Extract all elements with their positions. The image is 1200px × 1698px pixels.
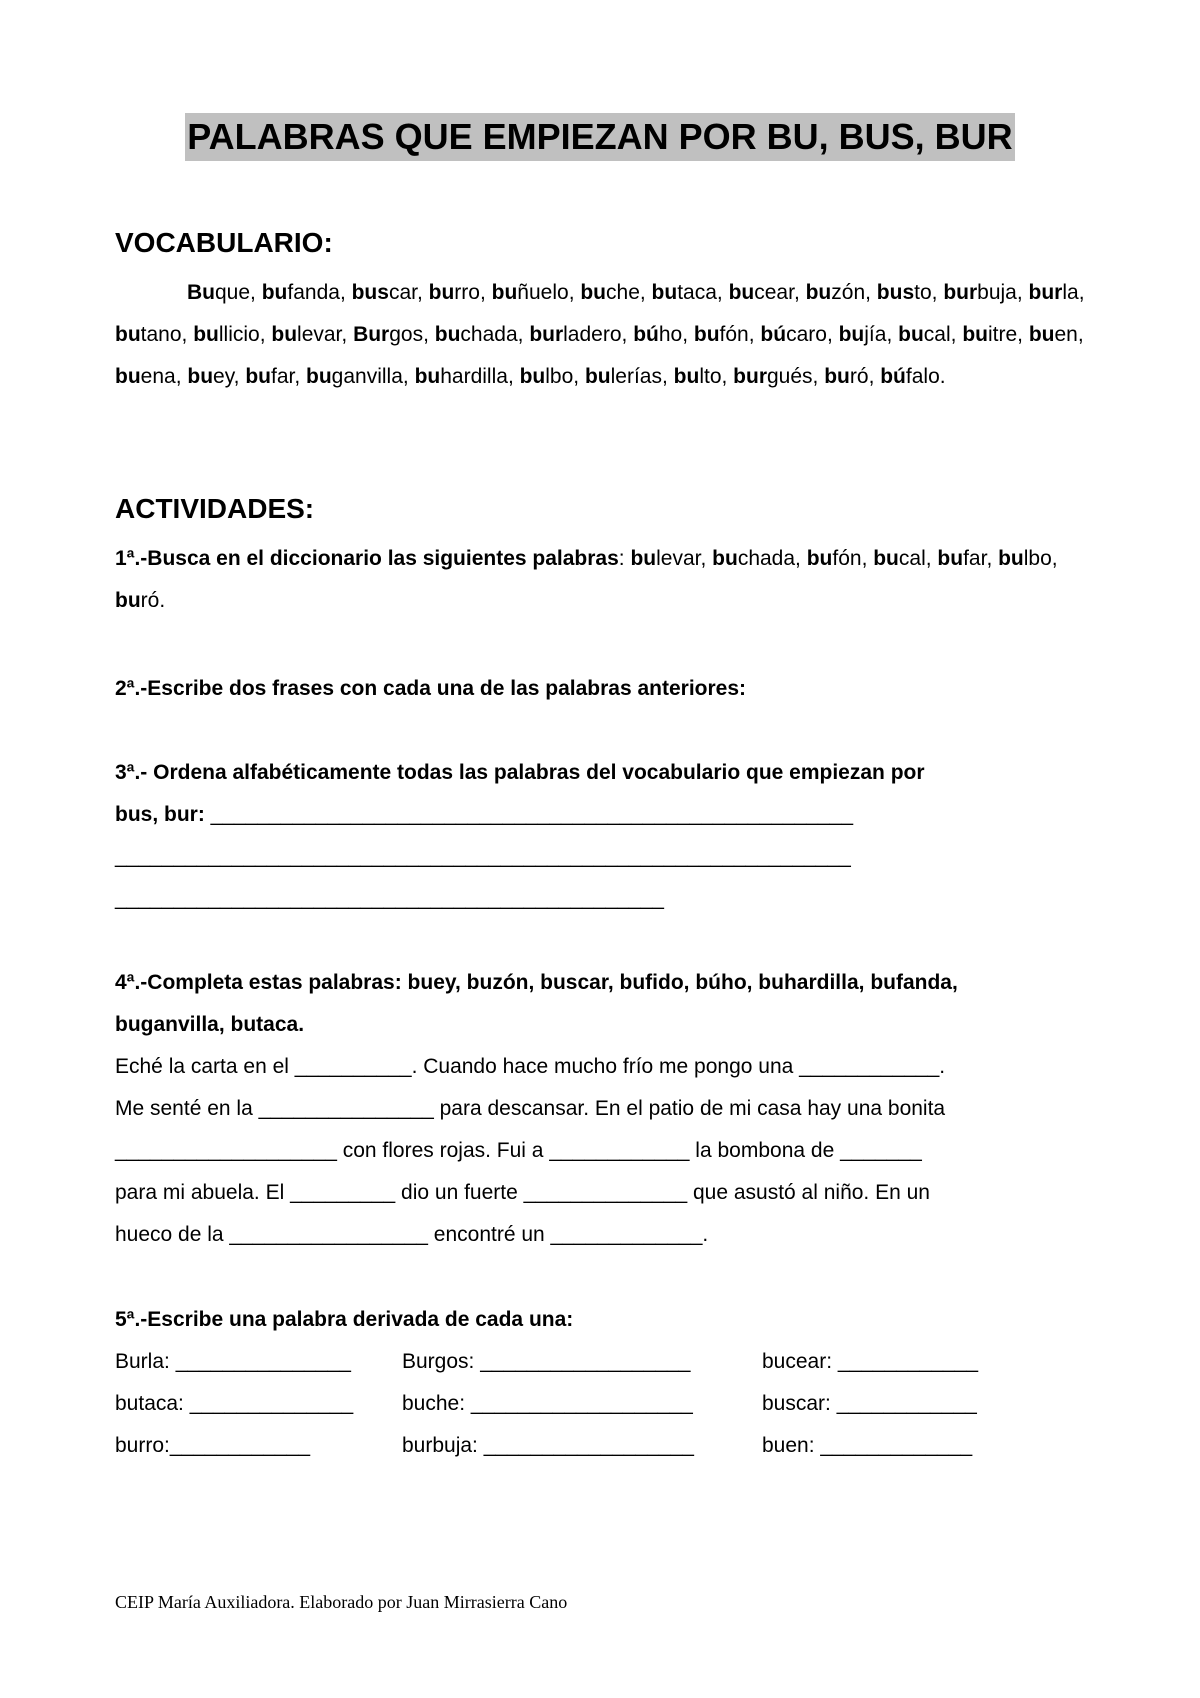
word-rest: buja: [977, 281, 1017, 304]
activity-5-item: buche: ___________________: [402, 1392, 693, 1415]
word-rest: tano: [140, 323, 182, 346]
activity-5-item: bucear: ____________: [762, 1350, 979, 1373]
word-rest: lbo: [1023, 547, 1052, 570]
vocab-word: [630, 547, 700, 570]
word-rest: en: [1054, 323, 1078, 346]
vocab-word: [580, 281, 640, 304]
word-rest: chada: [737, 547, 796, 570]
vocab-word: [962, 323, 1017, 346]
vocab-word: [193, 323, 260, 346]
word-prefix: bur: [733, 365, 767, 388]
vocab-word: [520, 365, 574, 388]
activity-5-item: buscar: ____________: [762, 1392, 977, 1415]
vocab-word: [998, 547, 1052, 570]
activity-3-prompt-line2: [115, 794, 853, 836]
word-prefix: bu: [728, 281, 755, 304]
word-prefix: bu: [115, 323, 141, 346]
vocab-word: [529, 323, 621, 346]
word-prefix: bu: [806, 547, 833, 570]
word-prefix: bu: [937, 547, 964, 570]
vocabulary-list: Buque, bufanda, buscar, burro, buñuelo, buche, butaca, bucear, buzón, busto, burbuja, burla, butano, bullicio, bulevar, Burgos, buchada, burladero, búho, bufón, búcaro, bujía, bucal, buitre, buen, buena, buey, bufar, buganvilla, buhardilla, bulbo, bulerías, bulto, burgués, buró, búfalo.: [115, 281, 1085, 388]
word-prefix: bu: [962, 323, 988, 346]
word-prefix: bu: [414, 365, 441, 388]
vocab-word: [729, 281, 794, 304]
page-footer: CEIP María Auxiliadora. Elaborado por Juan Mirrasierra Cano: [115, 1592, 568, 1612]
vocab-word: [115, 365, 176, 388]
vocab-word: [712, 547, 795, 570]
word-rest: lbo: [545, 365, 574, 388]
vocab-word: [187, 281, 250, 304]
word-rest: far: [963, 547, 987, 570]
vocab-word: [306, 365, 403, 388]
word-rest: itre: [987, 323, 1018, 346]
word-prefix: bur: [1028, 281, 1063, 304]
word-rest: jía: [864, 323, 887, 346]
activity-3-blank-1: _______________________________________________________: [210, 803, 854, 826]
word-rest: chada: [460, 323, 518, 346]
vocab-word: [429, 281, 480, 304]
word-rest: ladero: [563, 323, 622, 346]
vocabulary-heading: VOCABULARIO:: [115, 227, 333, 258]
word-prefix: bu: [580, 281, 607, 304]
word-prefix: bu: [271, 323, 298, 346]
word-prefix: bu: [491, 281, 518, 304]
word-prefix: bu: [630, 547, 657, 570]
activity-4-text-line: hueco de la _________________ encontré un _____________.: [115, 1223, 709, 1246]
word-prefix: bú: [880, 365, 906, 388]
vocab-word: [877, 281, 932, 304]
word-prefix: bu: [306, 365, 332, 388]
word-prefix: bu: [115, 365, 141, 388]
word-prefix: bu: [838, 323, 865, 346]
vocab-word: [353, 323, 423, 346]
vocab-word: [806, 281, 866, 304]
word-rest: ganvilla: [331, 365, 403, 388]
page-title-wrapper: [0, 113, 1200, 161]
activity-5-grid: [115, 1341, 1075, 1467]
vocab-word: [937, 547, 986, 570]
vocab-word: [694, 323, 749, 346]
activity-5-item: Burla: _______________: [115, 1350, 351, 1373]
activity-5-row: [115, 1425, 1075, 1467]
activity-4-prompt-line1: 4ª.-Completa estas palabras: buey, buzón, buscar, bufido, búho, buhardilla, bufanda,: [115, 971, 958, 994]
word-prefix: bu: [115, 589, 141, 612]
word-rest: levar: [656, 547, 701, 570]
word-prefix: Bu: [187, 281, 215, 304]
word-rest: la: [1062, 281, 1079, 304]
activity-3-blank-2: _______________________________________________________________: [115, 845, 851, 868]
activity-4-text-line: Eché la carta en el __________. Cuando hace mucho frío me pongo una ____________.: [115, 1055, 946, 1078]
word-rest: far: [270, 365, 295, 388]
vocab-word: [633, 323, 682, 346]
activity-3-prompt-line1: 3ª.- Ordena alfabéticamente todas las palabras del vocabulario que empiezan por: [115, 761, 925, 784]
vocab-word: [1029, 281, 1079, 304]
word-rest: cal: [898, 547, 926, 570]
word-rest: hardilla: [440, 365, 508, 388]
vocab-word: [492, 281, 569, 304]
word-prefix: bus: [876, 281, 915, 304]
vocab-word: [674, 365, 722, 388]
vocab-word: [839, 323, 887, 346]
word-rest: ñuelo: [517, 281, 569, 304]
word-rest: lerías: [610, 365, 662, 388]
word-prefix: bu: [245, 365, 271, 388]
activity-4-text-line: para mi abuela. El _________ dio un fuerte ______________ que asustó al niño. En un: [115, 1181, 930, 1204]
activity-4-prompt-line2: buganvilla, butaca.: [115, 1013, 305, 1036]
activities-heading: ACTIVIDADES:: [115, 493, 315, 524]
activity-5-item: Burgos: __________________: [402, 1350, 691, 1373]
activity-3-prompt-words: bus, bur:: [115, 803, 205, 826]
word-prefix: bu: [651, 281, 678, 304]
word-rest: che: [606, 281, 640, 304]
vocab-word: [898, 323, 951, 346]
word-prefix: bu: [193, 323, 219, 346]
vocab-word: [652, 281, 717, 304]
word-rest: ena: [140, 365, 176, 388]
word-prefix: bú: [760, 323, 787, 346]
word-rest: fanda: [287, 281, 340, 304]
word-rest: rro: [454, 281, 480, 304]
word-prefix: bu: [824, 365, 850, 388]
activity-4-text-line: ___________________ con flores rojas. Fui a ____________ la bombona de _______: [115, 1139, 922, 1162]
activity-5-item: burro:____________: [115, 1434, 311, 1457]
word-rest: cal: [923, 323, 951, 346]
word-prefix: bu: [693, 323, 720, 346]
vocab-word: [187, 365, 233, 388]
word-prefix: Bur: [353, 323, 390, 346]
activity-5-item: buen: _____________: [762, 1434, 973, 1457]
word-rest: taca: [677, 281, 717, 304]
vocab-word: [271, 323, 341, 346]
activity-3-blank-3: _______________________________________________: [115, 887, 664, 910]
activity-1-prompt: 1ª.-Busca en el diccionario las siguientes palabras: [115, 547, 619, 570]
activity-5-prompt: 5ª.-Escribe una palabra derivada de cada una:: [115, 1308, 574, 1331]
word-prefix: bur: [529, 323, 564, 346]
word-rest: fón: [719, 323, 749, 346]
activity-1: 1ª.-Busca en el diccionario las siguientes palabras: bulevar, buchada, bufón, bucal, bufar, bulbo, buró.: [115, 547, 1058, 612]
word-prefix: bur: [943, 281, 978, 304]
word-rest: cear: [754, 281, 794, 304]
word-rest: car: [388, 281, 417, 304]
activity-5-item: butaca: ______________: [115, 1392, 354, 1415]
page-title: PALABRAS QUE EMPIEZAN POR BU, BUS, BUR: [185, 113, 1014, 161]
word-rest: caro: [786, 323, 827, 346]
word-prefix: bu: [428, 281, 455, 304]
vocab-word: [873, 547, 926, 570]
vocab-word: [262, 281, 340, 304]
vocab-word: [824, 365, 868, 388]
vocab-word: [760, 323, 827, 346]
vocab-word: [807, 547, 862, 570]
vocab-word: [585, 365, 662, 388]
vocab-word: [1029, 323, 1078, 346]
word-rest: zón: [831, 281, 866, 304]
word-prefix: bu: [519, 365, 546, 388]
word-prefix: bu: [998, 547, 1024, 570]
vocab-word: [352, 281, 417, 304]
word-rest: gos: [389, 323, 424, 346]
word-rest: ey: [213, 365, 234, 388]
word-prefix: bu: [434, 323, 461, 346]
vocab-word: [733, 365, 812, 388]
activity-5-row: [115, 1383, 1075, 1425]
word-rest: to: [914, 281, 932, 304]
word-prefix: bu: [584, 365, 611, 388]
vocab-word: [415, 365, 508, 388]
word-prefix: bu: [873, 547, 899, 570]
word-prefix: bu: [187, 365, 214, 388]
activity-5-item: burbuja: __________________: [402, 1434, 694, 1457]
activity-2-prompt: 2ª.-Escribe dos frases con cada una de las palabras anteriores:: [115, 677, 747, 700]
vocab-word: [943, 281, 1017, 304]
vocab-word: [435, 323, 518, 346]
word-rest: ró: [849, 365, 869, 388]
word-prefix: bu: [261, 281, 288, 304]
word-rest: fón: [832, 547, 862, 570]
word-rest: gués: [767, 365, 813, 388]
word-rest: ró: [140, 589, 160, 612]
word-rest: que: [215, 281, 251, 304]
word-rest: llicio: [218, 323, 260, 346]
word-prefix: bú: [633, 323, 659, 346]
word-prefix: bu: [805, 281, 832, 304]
vocab-word: [245, 365, 294, 388]
word-prefix: bu: [673, 365, 700, 388]
word-prefix: bu: [1028, 323, 1055, 346]
vocab-word: [880, 365, 940, 388]
vocab-word: [115, 323, 182, 346]
word-prefix: bu: [898, 323, 924, 346]
word-rest: lto: [699, 365, 722, 388]
word-prefix: bus: [351, 281, 389, 304]
activity-5-row: [115, 1341, 1075, 1383]
activity-4-text-line: Me senté en la _______________ para descansar. En el patio de mi casa hay una bonita: [115, 1097, 946, 1120]
word-prefix: bu: [712, 547, 738, 570]
word-rest: falo: [905, 365, 940, 388]
vocab-word: [115, 589, 159, 612]
word-rest: levar: [297, 323, 342, 346]
word-rest: ho: [658, 323, 683, 346]
